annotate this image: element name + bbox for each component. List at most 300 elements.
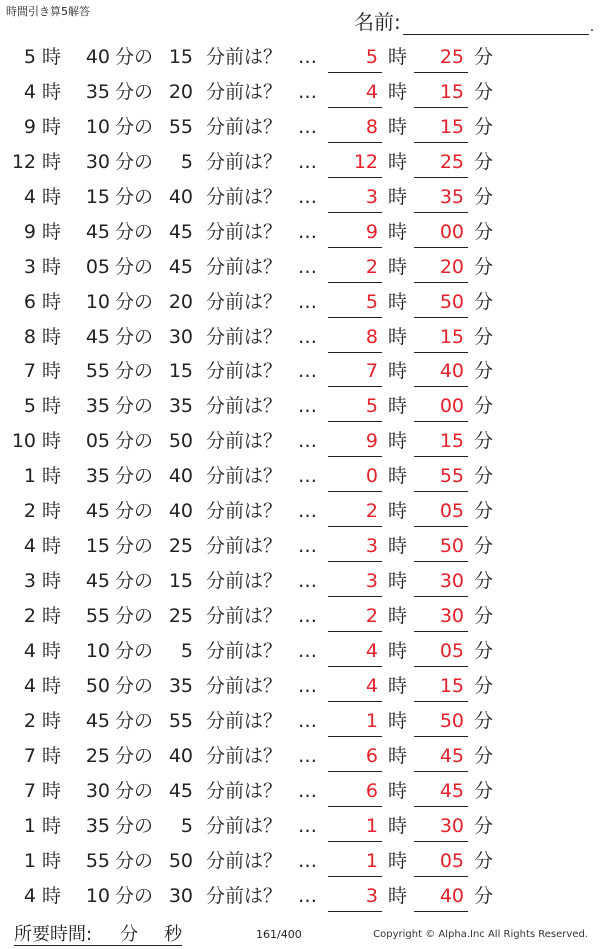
start-minute: 35	[85, 465, 110, 488]
answer-hour-unit: 時	[388, 849, 408, 872]
minute-of-label: 分の	[115, 570, 154, 593]
minute-of-label: 分の	[115, 255, 154, 278]
answer-minute-unit: 分	[474, 639, 494, 662]
problem-row	[0, 75, 600, 110]
answer-hour-unit: 時	[388, 255, 408, 278]
start-hour: 9	[23, 115, 36, 138]
answer-hour-field[interactable]	[328, 704, 382, 737]
minute-of-label: 分の	[115, 884, 154, 907]
minute-of-label: 分の	[115, 465, 154, 488]
answer-hour: 3	[365, 570, 378, 593]
start-hour: 9	[23, 220, 36, 243]
answer-hour-field[interactable]	[328, 634, 382, 667]
ellipsis: …	[298, 430, 317, 453]
hour-unit: 時	[42, 849, 62, 872]
problem-row	[0, 215, 600, 250]
answer-minute: 40	[439, 884, 464, 907]
answer-minute-unit: 分	[474, 115, 494, 138]
answer-minute-field[interactable]	[414, 110, 468, 143]
start-hour: 2	[23, 709, 36, 732]
answer-hour: 2	[365, 605, 378, 627]
answer-minute-field[interactable]	[414, 459, 468, 492]
question-label: 分前は？	[206, 150, 283, 173]
answer-hour-field[interactable]	[328, 809, 382, 842]
hour-unit: 時	[42, 360, 62, 383]
time-taken	[14, 920, 182, 946]
answer-minute-field[interactable]	[414, 145, 468, 178]
answer-hour-field[interactable]	[328, 844, 382, 877]
start-hour: 4	[23, 639, 36, 662]
answer-hour-unit: 時	[388, 535, 408, 558]
start-hour: 2	[23, 605, 36, 627]
delta-minutes: 15	[168, 360, 193, 383]
hour-unit: 時	[42, 674, 62, 697]
delta-minutes: 25	[168, 605, 193, 627]
start-minute: 30	[85, 150, 110, 173]
answer-hour-unit: 時	[388, 360, 408, 383]
answer-hour: 6	[365, 744, 378, 767]
minute-of-label: 分の	[115, 430, 154, 453]
delta-minutes: 5	[180, 639, 193, 662]
start-hour: 7	[23, 744, 36, 767]
delta-minutes: 45	[168, 255, 193, 278]
minute-of-label: 分の	[115, 115, 154, 138]
question-label: 分前は？	[206, 639, 283, 662]
question-label: 分前は？	[206, 674, 283, 697]
answer-minute: 50	[439, 290, 464, 313]
answer-minute-field[interactable]	[414, 529, 468, 562]
answer-minute-field[interactable]	[414, 879, 468, 912]
answer-minute-field[interactable]	[414, 389, 468, 422]
answer-minute: 15	[439, 430, 464, 453]
delta-minutes: 15	[168, 46, 193, 68]
minute-of-label: 分の	[115, 605, 154, 627]
answer-minute-field[interactable]	[414, 40, 468, 73]
answer-minute-unit: 分	[474, 779, 494, 802]
delta-minutes: 20	[168, 290, 193, 313]
question-label: 分前は？	[206, 779, 283, 802]
answer-minute-unit: 分	[474, 80, 494, 103]
time-taken-label: 所要時間:	[14, 924, 93, 945]
delta-minutes: 50	[168, 849, 193, 872]
delta-minutes: 5	[180, 150, 193, 173]
start-hour: 2	[23, 500, 36, 523]
second-unit: 秒	[164, 924, 183, 945]
minutes-blank[interactable]	[92, 927, 120, 946]
answer-minute-field[interactable]	[414, 844, 468, 877]
delta-minutes: 40	[168, 500, 193, 523]
delta-minutes: 5	[180, 814, 193, 837]
answer-hour-field[interactable]	[328, 564, 382, 597]
answer-hour: 2	[365, 255, 378, 278]
answer-hour-field[interactable]	[328, 285, 382, 318]
answer-hour: 4	[365, 80, 378, 103]
ellipsis: …	[298, 849, 317, 872]
answer-minute: 30	[439, 814, 464, 837]
start-hour: 10	[11, 430, 36, 453]
answer-minute: 00	[439, 220, 464, 243]
problem-row	[0, 145, 600, 180]
answer-hour-field[interactable]	[328, 110, 382, 143]
hour-unit: 時	[42, 500, 62, 523]
ellipsis: …	[298, 500, 317, 523]
minute-of-label: 分の	[115, 639, 154, 662]
ellipsis: …	[298, 80, 317, 103]
start-minute: 45	[85, 220, 110, 243]
answer-hour-unit: 時	[388, 500, 408, 523]
problem-row	[0, 634, 600, 669]
answer-hour-unit: 時	[388, 46, 408, 68]
answer-minute: 40	[439, 360, 464, 383]
name-label: 名前:	[354, 10, 401, 34]
hour-unit: 時	[42, 395, 62, 418]
ellipsis: …	[298, 46, 317, 68]
answer-hour-field[interactable]	[328, 494, 382, 527]
ellipsis: …	[298, 814, 317, 837]
answer-hour: 12	[353, 150, 378, 173]
answer-hour-field[interactable]	[328, 75, 382, 108]
delta-minutes: 15	[168, 570, 193, 593]
delta-minutes: 50	[168, 430, 193, 453]
answer-minute-field[interactable]	[414, 634, 468, 667]
answer-hour: 0	[365, 465, 378, 488]
minute-of-label: 分の	[115, 395, 154, 418]
question-label: 分前は？	[206, 325, 283, 348]
answer-minute-unit: 分	[474, 360, 494, 383]
answer-minute-field[interactable]	[414, 564, 468, 597]
answer-hour: 3	[365, 535, 378, 558]
answer-minute-field[interactable]	[414, 250, 468, 283]
ellipsis: …	[298, 220, 317, 243]
answer-hour: 1	[365, 849, 378, 872]
ellipsis: …	[298, 884, 317, 907]
delta-minutes: 25	[168, 535, 193, 558]
answer-minute-unit: 分	[474, 674, 494, 697]
start-hour: 8	[23, 325, 36, 348]
hour-unit: 時	[42, 115, 62, 138]
answer-minute: 35	[439, 185, 464, 208]
answer-minute-field[interactable]	[414, 809, 468, 842]
answer-hour: 8	[365, 325, 378, 348]
delta-minutes: 40	[168, 744, 193, 767]
start-hour: 3	[23, 255, 36, 278]
answer-hour-unit: 時	[388, 465, 408, 488]
start-minute: 55	[85, 605, 110, 627]
hour-unit: 時	[42, 430, 62, 453]
hour-unit: 時	[42, 185, 62, 208]
answer-hour-unit: 時	[388, 779, 408, 802]
hour-unit: 時	[42, 570, 62, 593]
answer-hour-field[interactable]	[328, 599, 382, 632]
answer-hour-field[interactable]	[328, 774, 382, 807]
answer-hour-unit: 時	[388, 639, 408, 662]
delta-minutes: 30	[168, 884, 193, 907]
start-minute: 35	[85, 395, 110, 418]
answer-hour: 1	[365, 709, 378, 732]
answer-hour-unit: 時	[388, 744, 408, 767]
answer-minute: 50	[439, 709, 464, 732]
answer-hour-unit: 時	[388, 814, 408, 837]
start-hour: 5	[23, 395, 36, 418]
name-end-mark: .	[589, 19, 595, 35]
answer-minute-field[interactable]	[414, 354, 468, 387]
seconds-blank[interactable]	[138, 927, 164, 946]
question-label: 分前は？	[206, 500, 283, 523]
answer-minute: 55	[439, 465, 464, 488]
start-minute: 30	[85, 779, 110, 802]
hour-unit: 時	[42, 605, 62, 627]
question-label: 分前は？	[206, 709, 283, 732]
ellipsis: …	[298, 185, 317, 208]
answer-hour: 2	[365, 500, 378, 523]
hour-unit: 時	[42, 325, 62, 348]
minute-of-label: 分の	[115, 360, 154, 383]
question-label: 分前は？	[206, 185, 283, 208]
hour-unit: 時	[42, 80, 62, 103]
answer-hour-unit: 時	[388, 395, 408, 418]
ellipsis: …	[298, 395, 317, 418]
answer-minute-unit: 分	[474, 46, 494, 68]
problem-row	[0, 704, 600, 739]
answer-hour-field[interactable]	[328, 424, 382, 457]
answer-hour: 3	[365, 185, 378, 208]
answer-minute-unit: 分	[474, 535, 494, 558]
answer-hour-field[interactable]	[328, 215, 382, 248]
problem-row	[0, 879, 600, 914]
hour-unit: 時	[42, 220, 62, 243]
answer-hour: 9	[365, 430, 378, 453]
hour-unit: 時	[42, 744, 62, 767]
answer-minute-field[interactable]	[414, 320, 468, 353]
ellipsis: …	[298, 325, 317, 348]
answer-hour-field[interactable]	[328, 354, 382, 387]
question-label: 分前は？	[206, 360, 283, 383]
minute-of-label: 分の	[115, 849, 154, 872]
question-label: 分前は？	[206, 220, 283, 243]
answer-hour-field[interactable]	[328, 250, 382, 283]
answer-minute: 05	[439, 639, 464, 662]
answer-minute: 15	[439, 115, 464, 138]
answer-minute-unit: 分	[474, 325, 494, 348]
start-minute: 10	[85, 639, 110, 662]
start-hour: 4	[23, 535, 36, 558]
ellipsis: …	[298, 150, 317, 173]
answer-hour-field[interactable]	[328, 739, 382, 772]
answer-minute: 15	[439, 674, 464, 697]
problem-row	[0, 180, 600, 215]
start-hour: 12	[11, 150, 36, 173]
answer-minute-field[interactable]	[414, 669, 468, 702]
answer-minute-field[interactable]	[414, 215, 468, 248]
answer-minute-field[interactable]	[414, 424, 468, 457]
start-hour: 1	[23, 465, 36, 488]
question-label: 分前は？	[206, 80, 283, 103]
answer-minute-unit: 分	[474, 255, 494, 278]
delta-minutes: 35	[168, 395, 193, 418]
problem-row	[0, 424, 600, 459]
ellipsis: …	[298, 779, 317, 802]
answer-hour: 6	[365, 779, 378, 802]
delta-minutes: 40	[168, 185, 193, 208]
worksheet-title: 時間引き算5解答	[6, 5, 90, 18]
start-minute: 45	[85, 325, 110, 348]
page-number: 161/400	[256, 928, 302, 941]
hour-unit: 時	[42, 884, 62, 907]
answer-minute: 30	[439, 605, 464, 627]
start-hour: 7	[23, 779, 36, 802]
answer-minute-field[interactable]	[414, 75, 468, 108]
ellipsis: …	[298, 709, 317, 732]
problem-row	[0, 844, 600, 879]
start-minute: 55	[85, 360, 110, 383]
hour-unit: 時	[42, 255, 62, 278]
hour-unit: 時	[42, 465, 62, 488]
answer-hour: 9	[365, 220, 378, 243]
answer-hour-unit: 時	[388, 570, 408, 593]
answer-minute-field[interactable]	[414, 494, 468, 527]
answer-hour: 5	[365, 46, 378, 68]
answer-minute: 45	[439, 744, 464, 767]
question-label: 分前は？	[206, 605, 283, 627]
start-minute: 05	[85, 255, 110, 278]
answer-hour-field[interactable]	[328, 529, 382, 562]
minute-of-label: 分の	[115, 500, 154, 523]
answer-hour-unit: 時	[388, 709, 408, 732]
ellipsis: …	[298, 290, 317, 313]
answer-hour: 7	[365, 360, 378, 383]
answer-hour-field[interactable]	[328, 320, 382, 353]
question-label: 分前は？	[206, 570, 283, 593]
problem-row	[0, 564, 600, 599]
minute-of-label: 分の	[115, 80, 154, 103]
start-hour: 7	[23, 360, 36, 383]
answer-minute-unit: 分	[474, 709, 494, 732]
problem-row	[0, 774, 600, 809]
answer-hour-field[interactable]	[328, 40, 382, 73]
delta-minutes: 55	[168, 709, 193, 732]
answer-minute-unit: 分	[474, 290, 494, 313]
hour-unit: 時	[42, 779, 62, 802]
answer-minute-field[interactable]	[414, 599, 468, 632]
answer-minute: 25	[439, 46, 464, 68]
question-label: 分前は？	[206, 115, 283, 138]
start-minute: 40	[85, 46, 110, 68]
question-label: 分前は？	[206, 744, 283, 767]
answer-hour: 4	[365, 674, 378, 697]
problem-row	[0, 285, 600, 320]
start-hour: 5	[23, 46, 36, 68]
answer-hour-unit: 時	[388, 185, 408, 208]
hour-unit: 時	[42, 46, 62, 68]
answer-minute-field[interactable]	[414, 774, 468, 807]
start-minute: 45	[85, 709, 110, 732]
ellipsis: …	[298, 744, 317, 767]
delta-minutes: 55	[168, 115, 193, 138]
answer-minute-unit: 分	[474, 849, 494, 872]
ellipsis: …	[298, 360, 317, 383]
question-label: 分前は？	[206, 884, 283, 907]
problem-row	[0, 110, 600, 145]
answer-hour: 5	[365, 395, 378, 418]
problem-row	[0, 739, 600, 774]
answer-hour-field[interactable]	[328, 180, 382, 213]
answer-hour-unit: 時	[388, 220, 408, 243]
answer-hour: 1	[365, 814, 378, 837]
start-hour: 4	[23, 185, 36, 208]
answer-hour-field[interactable]	[328, 879, 382, 912]
start-minute: 05	[85, 430, 110, 453]
answer-minute-field[interactable]	[414, 739, 468, 772]
answer-hour-unit: 時	[388, 605, 408, 627]
question-label: 分前は？	[206, 290, 283, 313]
answer-hour-field[interactable]	[328, 389, 382, 422]
answer-minute: 50	[439, 535, 464, 558]
answer-hour-unit: 時	[388, 674, 408, 697]
problem-row	[0, 389, 600, 424]
start-hour: 4	[23, 884, 36, 907]
start-hour: 1	[23, 849, 36, 872]
question-label: 分前は？	[206, 535, 283, 558]
question-label: 分前は？	[206, 255, 283, 278]
delta-minutes: 45	[168, 220, 193, 243]
hour-unit: 時	[42, 814, 62, 837]
minute-of-label: 分の	[115, 185, 154, 208]
problem-row	[0, 809, 600, 844]
start-minute: 45	[85, 570, 110, 593]
answer-minute-unit: 分	[474, 884, 494, 907]
answer-minute-field[interactable]	[414, 285, 468, 318]
answer-minute-unit: 分	[474, 220, 494, 243]
answer-hour-field[interactable]	[328, 145, 382, 178]
minute-of-label: 分の	[115, 220, 154, 243]
answer-hour-field[interactable]	[328, 459, 382, 492]
minute-unit: 分	[120, 924, 139, 945]
answer-minute-unit: 分	[474, 430, 494, 453]
minute-of-label: 分の	[115, 150, 154, 173]
name-blank[interactable]	[403, 14, 589, 35]
start-minute: 10	[85, 290, 110, 313]
delta-minutes: 40	[168, 465, 193, 488]
delta-minutes: 20	[168, 80, 193, 103]
problem-row	[0, 320, 600, 355]
copyright: Copyright © Alpha.Inc All Rights Reserved.	[373, 929, 588, 940]
answer-minute: 05	[439, 500, 464, 523]
problem-row	[0, 40, 600, 75]
ellipsis: …	[298, 465, 317, 488]
hour-unit: 時	[42, 290, 62, 313]
minute-of-label: 分の	[115, 46, 154, 68]
answer-minute-field[interactable]	[414, 180, 468, 213]
answer-minute: 00	[439, 395, 464, 418]
answer-minute-unit: 分	[474, 465, 494, 488]
answer-hour: 5	[365, 290, 378, 313]
answer-minute: 15	[439, 80, 464, 103]
answer-hour-field[interactable]	[328, 669, 382, 702]
answer-minute: 25	[439, 150, 464, 173]
problem-list	[0, 40, 600, 913]
answer-hour-unit: 時	[388, 325, 408, 348]
answer-hour-unit: 時	[388, 150, 408, 173]
question-label: 分前は？	[206, 430, 283, 453]
start-minute: 10	[85, 115, 110, 138]
answer-minute-field[interactable]	[414, 704, 468, 737]
start-minute: 45	[85, 500, 110, 523]
hour-unit: 時	[42, 535, 62, 558]
answer-minute-unit: 分	[474, 185, 494, 208]
start-hour: 4	[23, 80, 36, 103]
ellipsis: …	[298, 674, 317, 697]
hour-unit: 時	[42, 709, 62, 732]
